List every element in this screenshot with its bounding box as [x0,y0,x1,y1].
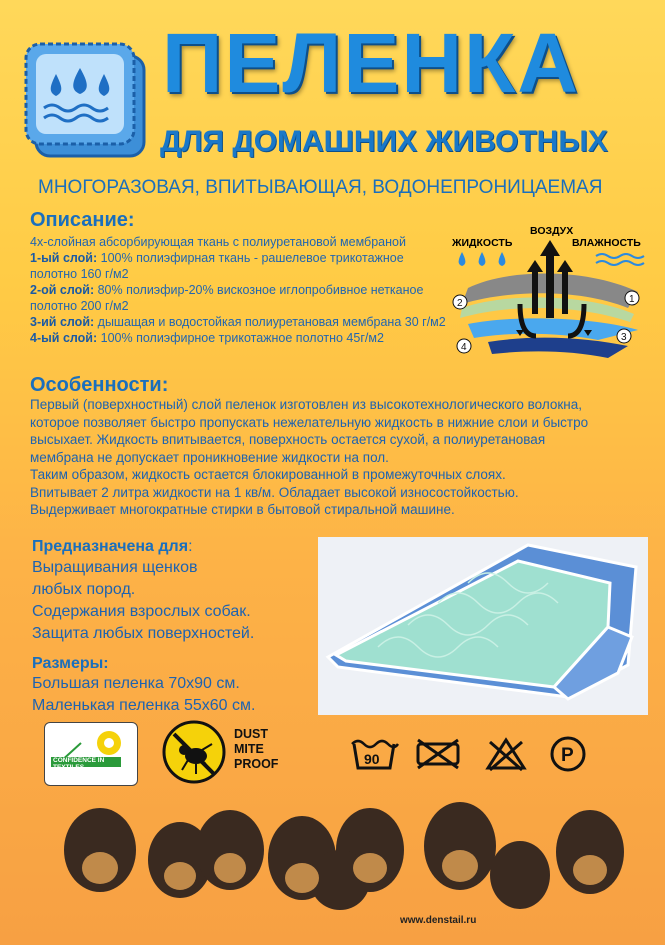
website-url: www.denstail.ru [400,915,477,926]
confidence-badge [44,722,138,786]
air-label: ВОЗДУХ [530,225,574,237]
marker-1: 1 [629,294,635,305]
purpose-item: Содержания взрослых собак. [32,603,251,620]
purpose-item: любых пород. [32,581,136,598]
liquid-label: ЖИДКОСТЬ [452,237,513,249]
features-line: высыхает. Жидкость впитывается, поверхность остается сухой, а полиуретановая [30,432,546,447]
features-line: мембрана не допускает проникновение жидкости на пол. [30,449,389,465]
purpose-heading: Предназначена для: [32,538,193,555]
description-heading: Описание: [30,209,135,231]
logo [22,40,152,160]
description-intro: 4х-слойная абсорбирующая ткань с полиуретановой мембраной [30,235,406,249]
marker-2: 2 [457,298,463,309]
dust-mite-label: DUST MITE PROOF [234,727,279,771]
confidence-text: CONFIDENCE IN TEXTILES [53,757,105,771]
features-line: которое позволяет быстро пропускать нежелательную жидкость в нижние слои и быстро [30,414,589,430]
size-item: Маленькая пеленка 55х60 см. [32,697,256,714]
tagline: МНОГОРАЗОВАЯ, ВПИТЫВАЮЩАЯ, ВОДОНЕПРОНИЦАЕМАЯ [38,177,603,198]
features-line: Первый (поверхностный) слой пеленок изготовлен из высокотехнологического волокна, [30,397,583,412]
features-line: Впитывает 2 литра жидкости на 1 кв/м. Обладает высокой износостойкостью. [30,484,519,500]
svg-text:90: 90 [364,751,380,767]
no-wring-icon [418,740,458,768]
layer-diagram [448,218,658,378]
wash-90-icon [352,741,398,768]
dry-clean-p-icon [552,738,584,770]
purpose-list [32,557,254,645]
layer-3: 3-ий слой: дышащая и водостойкая полиуретановая мембрана 30 г/м2 [30,315,446,329]
features-line: Выдерживает многократные стирки в бытовой стиральной машине. [30,502,455,517]
layer-2: 2-ой слой: 80% полиэфир-20% вискозное иглопробивное нетканое полотно 200 г/м2 [30,283,424,313]
mite-icon [162,720,226,784]
sizes-heading: Размеры: [32,655,109,672]
purpose-item: Защита любых поверхностей. [32,625,255,642]
sizes-list [32,673,255,717]
layer-1: 1-ый слой: 100% полиэфирная ткань - рашелевое трикотажное полотно 160 г/м2 [30,251,404,281]
size-item: Большая пеленка 70х90 см. [32,675,240,692]
svg-text:P: P [561,745,574,766]
features-body [30,396,645,519]
puppies-photo [40,790,640,915]
moisture-label: ВЛАЖНОСТЬ [572,237,641,249]
description-body [30,234,450,346]
features-line: Таким образом, жидкость остается блокированной в промежуточных слоях. [30,467,506,482]
waves-icon [596,254,644,265]
care-symbols [350,734,590,774]
marker-4: 4 [461,342,467,353]
page-title: ПЕЛЕНКА [162,16,580,110]
purpose-item: Выращивания щенков [32,559,198,576]
marker-3: 3 [621,332,627,343]
layer-4: 4-ый слой: 100% полиэфирное трикотажное полотно 45г/м2 [30,331,384,345]
page-subtitle: ДЛЯ ДОМАШНИХ ЖИВОТНЫХ [160,125,608,158]
product-photo [318,537,648,715]
drops-icon [459,252,506,266]
features-heading: Особенности: [30,374,169,396]
no-bleach-icon [488,740,524,770]
